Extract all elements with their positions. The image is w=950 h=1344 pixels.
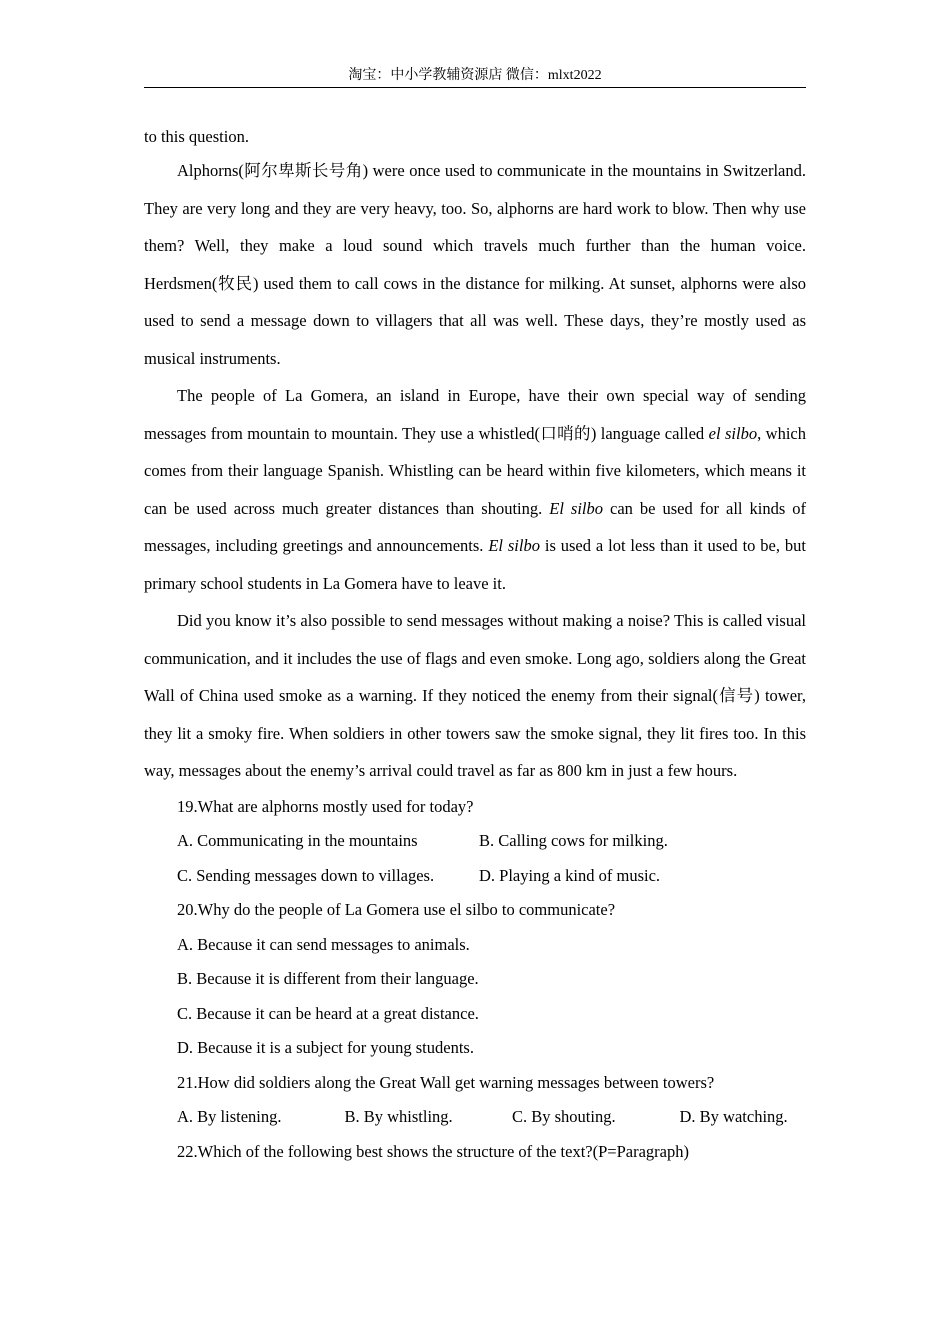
question-20-option-d: D. Because it is a subject for young students. <box>177 1038 474 1057</box>
question-19 <box>144 790 806 894</box>
question-19-options-row-2 <box>144 859 806 894</box>
passage-paragraph-1: Alphorns(阿尔卑斯长号角) were once used to communicate in the mountains in Switzerland. They are very long and they are very heavy, too. So, alphorns are hard work to blow. Then why use them? Well, they make a loud sound which travels much further than the human voice. Herdsmen(牧民) used them to call cows in the distance for milking. At sunset, alphorns were also used to send a message down to villagers that all was well. These days, they’re mostly used as musical instruments. <box>144 161 806 368</box>
el-silbo-term-2: El silbo <box>549 498 604 518</box>
passage-paragraph-2 <box>144 377 806 602</box>
question-20 <box>144 893 806 1066</box>
header-divider <box>144 87 806 88</box>
question-21-option-c: C. By shouting. <box>512 1107 616 1126</box>
question-19-option-c: C. Sending messages down to villages. <box>177 865 435 885</box>
question-20-stem: 20.Why do the people of La Gomera use el silbo to communicate? <box>177 900 616 919</box>
passage-paragraph-3: Did you know it’s also possible to send messages without making a noise? This is called visual communication, and it includes the use of flags and even smoke. Long ago, soldiers along the Great Wall of China used smoke as a warning. If they noticed the enemy from their signal(信号) tower, they lit a smoky fire. When soldiers in other towers saw the smoke signal, they lit fires too. In this way, messages about the enemy’s arrival could travel as far as 800 km in just a few hours. <box>144 611 806 780</box>
paragraph-2-text-c: , which comes from their language Spanish. Whistling can be heard within five kilometers, which means it can be used across much greater distances than shouting. <box>144 423 806 518</box>
page-header: 淘宝：中小学教辅资源店 微信：mlxt2022 <box>348 68 602 83</box>
question-20-option-b: B. Because it is different from their language. <box>177 969 479 988</box>
question-19-options-row-1 <box>144 824 806 859</box>
question-21-option-d: D. By watching. <box>679 1107 788 1126</box>
document-body <box>144 122 806 1169</box>
question-21-options-row <box>144 1100 806 1135</box>
question-22 <box>144 1135 806 1170</box>
el-silbo-term-1: el silbo <box>708 423 758 443</box>
question-20-option-c: C. Because it can be heard at a great distance. <box>177 1003 479 1023</box>
paragraph-2-text-e: can be used for all kinds of messages, including greetings and announcements. <box>144 498 806 555</box>
el-silbo-term-3: El silbo <box>488 536 540 555</box>
question-19-option-b: B. Calling cows for milking. <box>479 831 668 850</box>
passage-paragraph-0: to this question. <box>144 127 249 146</box>
question-19-option-a: A. Communicating in the mountains <box>177 831 418 850</box>
question-21-option-a: A. By listening. <box>177 1107 282 1126</box>
question-21 <box>144 1066 806 1135</box>
question-21-option-b: B. By whistling. <box>344 1107 453 1126</box>
question-19-option-d: D. Playing a kind of music. <box>479 865 661 885</box>
question-20-option-a: A. Because it can send messages to animals. <box>177 934 470 954</box>
question-19-stem: 19.What are alphorns mostly used for today? <box>177 796 474 816</box>
question-21-stem: 21.How did soldiers along the Great Wall get warning messages between towers? <box>177 1072 715 1092</box>
paragraph-2-text-g: is used a lot less than it used to be, but primary school students in La Gomera have to leave it. <box>144 536 806 593</box>
question-22-stem: 22.Which of the following best shows the structure of the text?(P=Paragraph) <box>177 1141 689 1161</box>
paragraph-2-text-a: The people of La Gomera, an island in Europe, have their own special way of sending messages from mountain to mountain. They use a whistled(口哨的) language called <box>144 386 806 443</box>
